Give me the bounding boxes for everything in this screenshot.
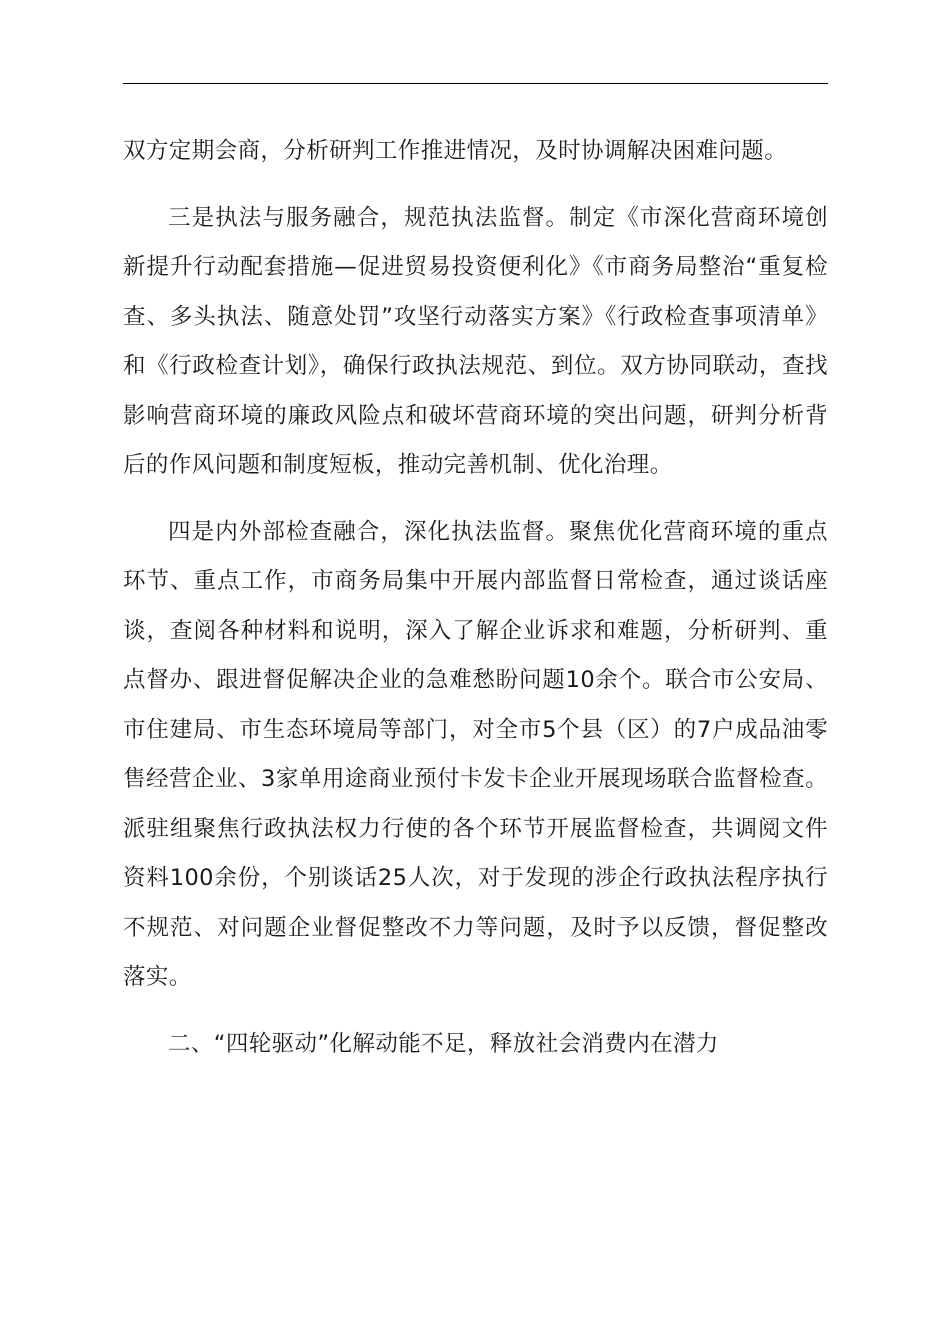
section-heading: 二、“四轮驱动”化解动能不足，释放社会消费内在潜力 [168, 1030, 719, 1057]
paragraph-continuation: 双方定期会商，分析研判工作推进情况，及时协调解决困难问题。 [123, 138, 788, 164]
paragraph-point-four: 四是内外部检查融合，深化执法监督。聚焦优化营商环境的重点环节、重点工作，市商务局集中开展内部监督日常检查，通过谈话座谈，查阅各种材料和说明，深入了解企业诉求和难题，分析研判、重点督办、跟进督促解决企业的急难愁盼问题10余个。联合市公安局、市住建局、市生态环境局等部门，对全市5个县（区）的7户成品油零售经营企业、3家单用途商业预付卡发卡企业开展现场联合监督检查。派驻组聚焦行政执法权力行使的各个环节开展监督检查，共调阅文件资料100余份，个别谈话25人次，对于发现的涉企行政执法程序执行不规范、对问题企业督促整改不力等问题，及时予以反馈，督促整改落实。 [123, 518, 828, 990]
document-body [123, 127, 828, 1086]
paragraph-point-three: 三是执法与服务融合，规范执法监督。制定《市深化营商环境创新提升行动配套措施—促进贸易投资便利化》《市商务局整治“重复检查、多头执法、随意处罚”攻坚行动落实方案》《行政检查事项清单》和《行政检查计划》，确保行政执法规范、到位。双方协同联动，查找影响营商环境的廉政风险点和破坏营商环境的突出问题，研判分析背后的作风问题和制度短板，推动完善机制、优化治理。 [123, 204, 828, 478]
header-rule [123, 83, 828, 84]
